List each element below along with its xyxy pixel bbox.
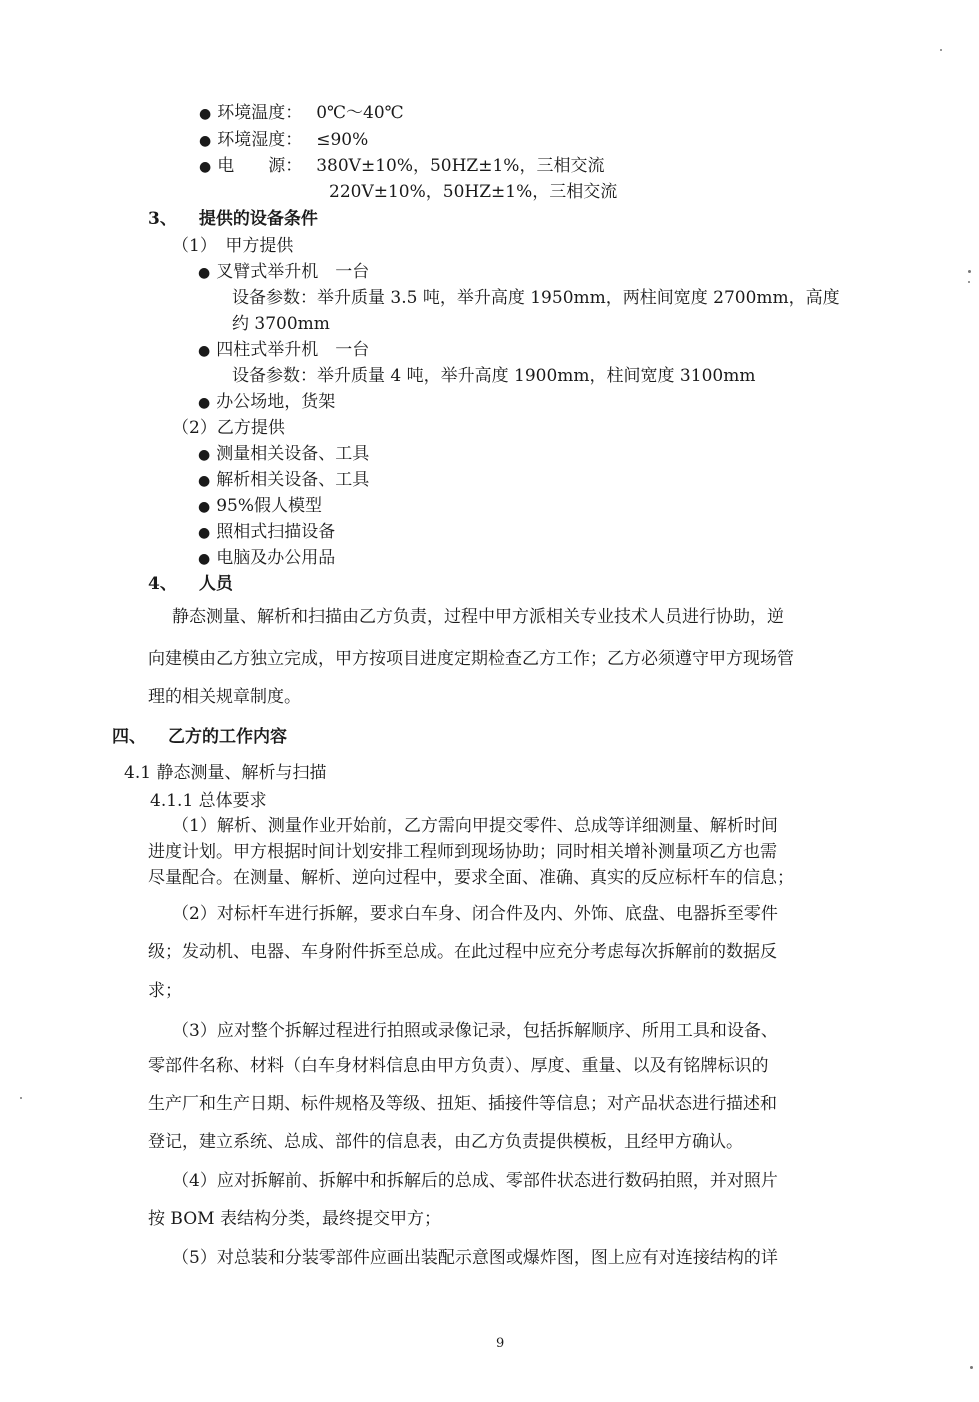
paragraph-line: 级；发动机、电器、车身附件拆至总成。在此过程中应充分考虑每次拆解前的数据反 bbox=[148, 942, 777, 962]
bullet-icon: ● bbox=[198, 473, 211, 489]
list-item: ● 四柱式举升机 一台 bbox=[198, 340, 370, 360]
list-item: ● 办公场地，货架 bbox=[198, 392, 336, 412]
subsection-4-1-1: 4.1.1 总体要求 bbox=[150, 791, 267, 811]
section-3-2-label: （2）乙方提供 bbox=[172, 418, 285, 438]
list-item: ● 测量相关设备、工具 bbox=[198, 444, 370, 464]
paragraph-line: 理的相关规章制度。 bbox=[148, 687, 301, 707]
paragraph-line: 求； bbox=[148, 981, 182, 1001]
bullet-icon: ● bbox=[199, 133, 212, 149]
paragraph-line: （1）解析、测量作业开始前，乙方需向甲提交零件、总成等详细测量、解析时间 bbox=[172, 816, 778, 836]
list-item: ● 解析相关设备、工具 bbox=[198, 470, 370, 490]
section-3-1-label: （1） 甲方提供 bbox=[172, 236, 294, 256]
env-humidity: ● 环境湿度： ≤90% bbox=[199, 130, 369, 150]
page-number: 9 bbox=[496, 1336, 505, 1351]
list-item-detail: 设备参数：举升质量 4 吨，举升高度 1900mm，柱间宽度 3100mm bbox=[232, 366, 756, 386]
bullet-icon: ● bbox=[199, 106, 212, 122]
bullet-icon: ● bbox=[198, 551, 211, 567]
bullet-icon: ● bbox=[198, 265, 211, 281]
paragraph-line: 生产厂和生产日期、标件规格及等级、扭矩、插接件等信息；对产品状态进行描述和 bbox=[148, 1094, 777, 1114]
bullet-icon: ● bbox=[198, 447, 211, 463]
section-3-heading: 3、 提供的设备条件 bbox=[148, 209, 318, 229]
list-item-detail: 约 3700mm bbox=[232, 314, 330, 334]
bullet-icon: ● bbox=[198, 343, 211, 359]
scan-speckle bbox=[970, 1366, 973, 1369]
bullet-icon: ● bbox=[199, 159, 212, 175]
bullet-icon: ● bbox=[198, 395, 211, 411]
list-item: ● 照相式扫描设备 bbox=[198, 522, 336, 542]
section-4-heading: 4、 人员 bbox=[148, 574, 233, 594]
bullet-icon: ● bbox=[198, 525, 211, 541]
paragraph-line: 零部件名称、材料（白车身材料信息由甲方负责）、厚度、重量、以及有铭牌标识的 bbox=[148, 1056, 769, 1076]
env-power: ● 电 源： 380V±10%，50HZ±1%，三相交流 bbox=[199, 156, 605, 176]
subsection-4-1: 4.1 静态测量、解析与扫描 bbox=[124, 763, 327, 783]
paragraph-line: 按 BOM 表结构分类，最终提交甲方； bbox=[148, 1209, 441, 1229]
scan-speckle bbox=[968, 270, 971, 273]
paragraph-line: 登记，建立系统、总成、部件的信息表，由乙方负责提供模板，且经甲方确认。 bbox=[148, 1132, 743, 1152]
list-item: ● 电脑及办公用品 bbox=[198, 548, 336, 568]
paragraph-line: 进度计划。甲方根据时间计划安排工程师到现场协助；同时相关增补测量项乙方也需 bbox=[148, 842, 777, 862]
chapter-4-heading: 四、 乙方的工作内容 bbox=[112, 727, 287, 747]
env-temp: ● 环境温度： 0℃～40℃ bbox=[199, 103, 404, 123]
bullet-icon: ● bbox=[198, 499, 211, 515]
paragraph-line: （3）应对整个拆解过程进行拍照或录像记录，包括拆解顺序、所用工具和设备、 bbox=[172, 1021, 778, 1041]
paragraph-line: （5）对总装和分装零部件应画出装配示意图或爆炸图，图上应有对连接结构的详 bbox=[172, 1248, 778, 1268]
paragraph-line: 尽量配合。在测量、解析、逆向过程中，要求全面、准确、真实的反应标杆车的信息； bbox=[148, 868, 794, 888]
paragraph-line: 向建模由乙方独立完成，甲方按项目进度定期检查乙方工作；乙方必须遵守甲方现场管 bbox=[148, 649, 794, 669]
env-power-2: 220V±10%，50HZ±1%，三相交流 bbox=[329, 182, 618, 202]
paragraph-line: （2）对标杆车进行拆解，要求白车身、闭合件及内、外饰、底盘、电器拆至零件 bbox=[172, 904, 778, 924]
list-item-detail: 设备参数：举升质量 3.5 吨，举升高度 1950mm，两柱间宽度 2700mm，高度 bbox=[232, 288, 840, 308]
scan-speckle bbox=[940, 49, 942, 51]
paragraph-line: （4）应对拆解前、拆解中和拆解后的总成、零部件状态进行数码拍照，并对照片 bbox=[172, 1171, 778, 1191]
scan-speckle bbox=[20, 1097, 22, 1099]
list-item: ● 叉臂式举升机 一台 bbox=[198, 262, 370, 282]
scan-speckle bbox=[968, 281, 970, 283]
list-item: ● 95%假人模型 bbox=[198, 496, 323, 516]
paragraph-line: 静态测量、解析和扫描由乙方负责，过程中甲方派相关专业技术人员进行协助，逆 bbox=[172, 607, 784, 627]
